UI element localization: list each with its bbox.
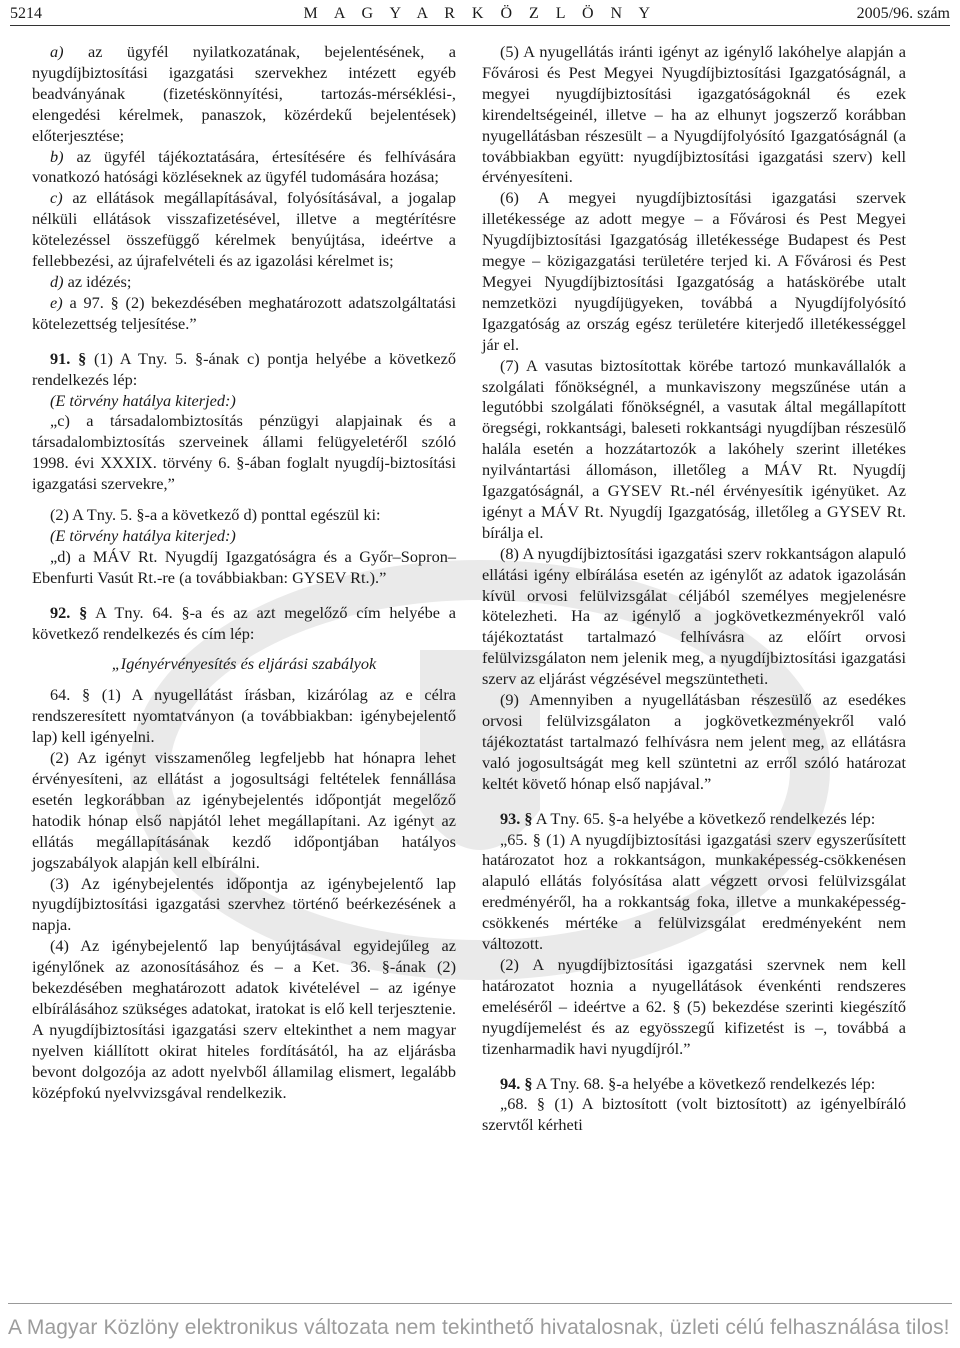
section-91-paragraph-2: (2) A Tny. 5. §-a a következő d) ponttal egészül ki: — [50, 505, 381, 525]
paragraph-64-6: (6) A megyei nyugdíjbiztosítási igazgatási szervek illetékessége az adott megye – a Fővárosi és Pest Megyei Nyugdíjbiztosítási Igazgatóság illetékessége Budapest és Pest megye – közigazgatási területére terjed ki. A Fővárosi és Pest Megyei Nyugdíjbiztosítási Igazgatóság a hatáskörébe utalt nemzetközi nyugdíjügyeken, továbbá a Nyugdíjfolyósító Igazgatóság az ország egész területére kiterjedő illetékességgel jár el. — [482, 188, 906, 354]
footer-notice: A Magyar Közlöny elektronikus változata nem tekinthető hivatalosnak, üzleti célú felhasználása tilos! — [8, 1316, 950, 1339]
paragraph-64-1: 64. § (1) A nyugellátást írásban, kizárólag az e célra rendszeresített nyomtatványon (a továbbiakban: igénybejelentő lap) kell igényelni. — [32, 685, 456, 747]
scope-note: (E törvény hatálya kiterjed:) — [50, 390, 236, 410]
section-91: 91. § (1) A Tny. 5. §-ának c) pontja helyébe a következő rendelkezés lép: — [32, 348, 456, 389]
journal-title: M A G Y A R K Ö Z L Ö N Y — [303, 5, 657, 22]
list-item-c: c) az ellátások megállapításával, folyósításával, a jogalap nélküli ellátások visszafizetésével, illetve a megtérítésre kötelezéssel összefüggő kérelmek benyújtása, ideértve a fellebbezési, az újrafelvételi és az igazolási kérelmet is; — [32, 188, 456, 271]
left-column — [32, 42, 456, 1104]
footer-divider — [8, 1303, 952, 1304]
section-93: 93. § A Tny. 65. §-a helyébe a következő rendelkezés lép: — [500, 808, 876, 828]
list-item-a: a) az ügyfél nyilatkozatának, bejelentésének, a nyugdíjbiztosítási igazgatási szervekhez intézett egyéb beadványának (fizetéskönnyítési, tartozás-mérséklési-, elengedési kérelmek, panaszok, közérdekű bejelentések) előterjesztése; — [32, 42, 457, 145]
scope-note: (E törvény hatálya kiterjed:) — [50, 525, 236, 545]
quoted-point-c: „c) a társadalombiztosítás pénzügyi alapjainak és a társadalombiztosítás szerveinek állami felügyeletéről szóló 1998. évi XXXIX. törvény 6. §-ában foglalt nyugdíj-biztosítási igazgatási szervekre,” — [32, 411, 456, 494]
list-item-d: d) az idézés; — [50, 271, 132, 291]
quoted-point-d: „d) a MÁV Rt. Nyugdíj Igazgatóságra és a Győr–Sopron–Ebenfurti Vasút Rt.-re (a továbbiakban: GYSEV Rt.).” — [32, 546, 456, 587]
page-number: 5214 — [10, 5, 42, 22]
right-column — [482, 42, 906, 1136]
paragraph-64-5: (5) A nyugellátás iránti igényt az igénylő lakóhelye alapján a Fővárosi és Pest Megyei Nyugdíjbiztosítási Igazgatóságnál, a megyei nyugdíjbiztosítási igazgatóságoknál és ezek kirendeltségeinél, illetve – ha az elhunyt jogszerző korábban nyugellátásban részesült – a Nyugdíjfolyósító Igazgatóságnál (a továbbiakban együtt: nyugdíjbiztosítási igazgatási szerv) kell érvényesíteni. — [482, 42, 906, 187]
subheading-claims: „Igényérvényesítés és eljárási szabályok — [111, 654, 377, 674]
list-item-e: e) a 97. § (2) bekezdésében meghatározott adatszolgáltatási kötelezettség teljesítése.” — [32, 292, 456, 333]
paragraph-64-7: (7) A vasutas biztosítottak körébe tartozó munkavállalók a szolgálati főnökségnél, a munkaviszony megszűnése után a legutóbbi szolgálati főnökségnél, a vasutak által megállapított öregségi, rokkantsági, baleseti rokkantsági nyugdíjban részesülő halála esetén a hozzátartozók a lakóhely szerint illetékes nyilvántartási állomáson, illetőleg a MÁV Rt. Nyugdíj Igazgatóságnál, a GYSEV Rt.-nél érvényesítik igényüket. Az igényt a MÁV Rt. Nyugdíj Igazgatóság, illetőleg a GYSEV Rt. bírálja el. — [482, 355, 906, 542]
header-divider — [10, 25, 950, 26]
section-92: 92. § A Tny. 64. §-a és az azt megelőző cím helyébe a következő rendelkezés és cím lép: — [32, 602, 456, 643]
page-header — [10, 4, 950, 26]
list-item-b: b) az ügyfél tájékoztatására, értesítésére és felhívására vonatkozó hatósági közléseknek az ügyfél tudomására hozása; — [32, 146, 456, 187]
paragraph-64-4: (4) Az igénybejelentő lap benyújtásával egyidejűleg az igénylőnek az azonosításához és – a Ket. 36. §-ának (2) bekezdésében meghatározott adatok kivételével – az igénye elbírálásához szükséges adatokat, iratokat is elő kell terjesztenie. A nyugdíjbiztosítási igazgatási szerv eltekinthet a nem magyar nyelven kiállított okirat hiteles fordításától, ha az eljárásba bevont dolgozója az adott nyelvből államilag elismert, legalább középfokú nyelvvizsgával rendelkezik. — [32, 936, 456, 1102]
paragraph-68-1: „68. § (1) A biztosított (volt biztosított) az igényelbíráló szervtől kérheti — [482, 1094, 906, 1135]
paragraph-64-9: (9) Amennyiben a nyugellátásban részesülő az esedékes orvosi felülvizsgálaton a jogkövetkezményekről való tájékoztatást tartalmazó felhívásra nem jelent meg, az ellátásra való jogosultságát meg kell szüntetni az erről szóló határozat keltét követő hónap első napjával.” — [482, 690, 906, 793]
section-94: 94. § A Tny. 68. §-a helyébe a következő rendelkezés lép: — [500, 1073, 876, 1093]
paragraph-64-3: (3) Az igénybejelentés időpontja az igénybejelentő lap nyugdíjbiztosítási igazgatási szervhez történő beérkezésének a napja. — [32, 873, 456, 935]
paragraph-64-2: (2) Az igényt visszamenőleg legfeljebb hat hónapra lehet érvényesíteni, az ellátást a jogosultsági feltételek fennállása esetén legkorábban az igénybejelentés időpontját megelőző hatodik hónap első napjától lehet megállapítani. Az igényt az ellátás megállapításának kezdő időpontjában hatályos jogszabályok alapján kell elbírálni. — [32, 748, 456, 872]
issue-number: 2005/96. szám — [856, 5, 950, 22]
paragraph-65-2: (2) A nyugdíjbiztosítási igazgatási szervnek nem kell határozatot hoznia a nyugellátások évenkénti rendszeres emeléséről – ideértve a 62. § (5) bekezdése szerinti kiegészítő nyugdíjemelést és az egyösszegű kifizetést is –, továbbá a tizenharmadik havi nyugdíjról.” — [482, 954, 906, 1058]
paragraph-65-1: „65. § (1) A nyugdíjbiztosítási igazgatási szerv egyszerűsített határozatot hoz a rokkantságon, munkaképesség-csökkenésen alapuló ellátás folyósítása alatt végzett orvosi felülvizsgálat eredményéről, ha a rokkantság foka, illetve a munkaképesség-csökkenés mértéke a felülvizsgálat eredményeként nem változott. — [482, 829, 906, 954]
paragraph-64-8: (8) A nyugdíjbiztosítási igazgatási szerv rokkantságon alapuló ellátási igény elbírálása esetén az igénylőt az adatok igazolásán kívül orvosi felülvizsgálat céljából személyes megjelenésre kötelezheti. Ha az igénylő a jogkövetkezményekről való tájékoztatást tartalmazó felhívásra az előírt orvosi felülvizsgálaton nem jelenik meg, a nyugdíjbiztosítási igazgatási szerv az eljárást végzésével megszüntetheti. — [482, 543, 906, 689]
